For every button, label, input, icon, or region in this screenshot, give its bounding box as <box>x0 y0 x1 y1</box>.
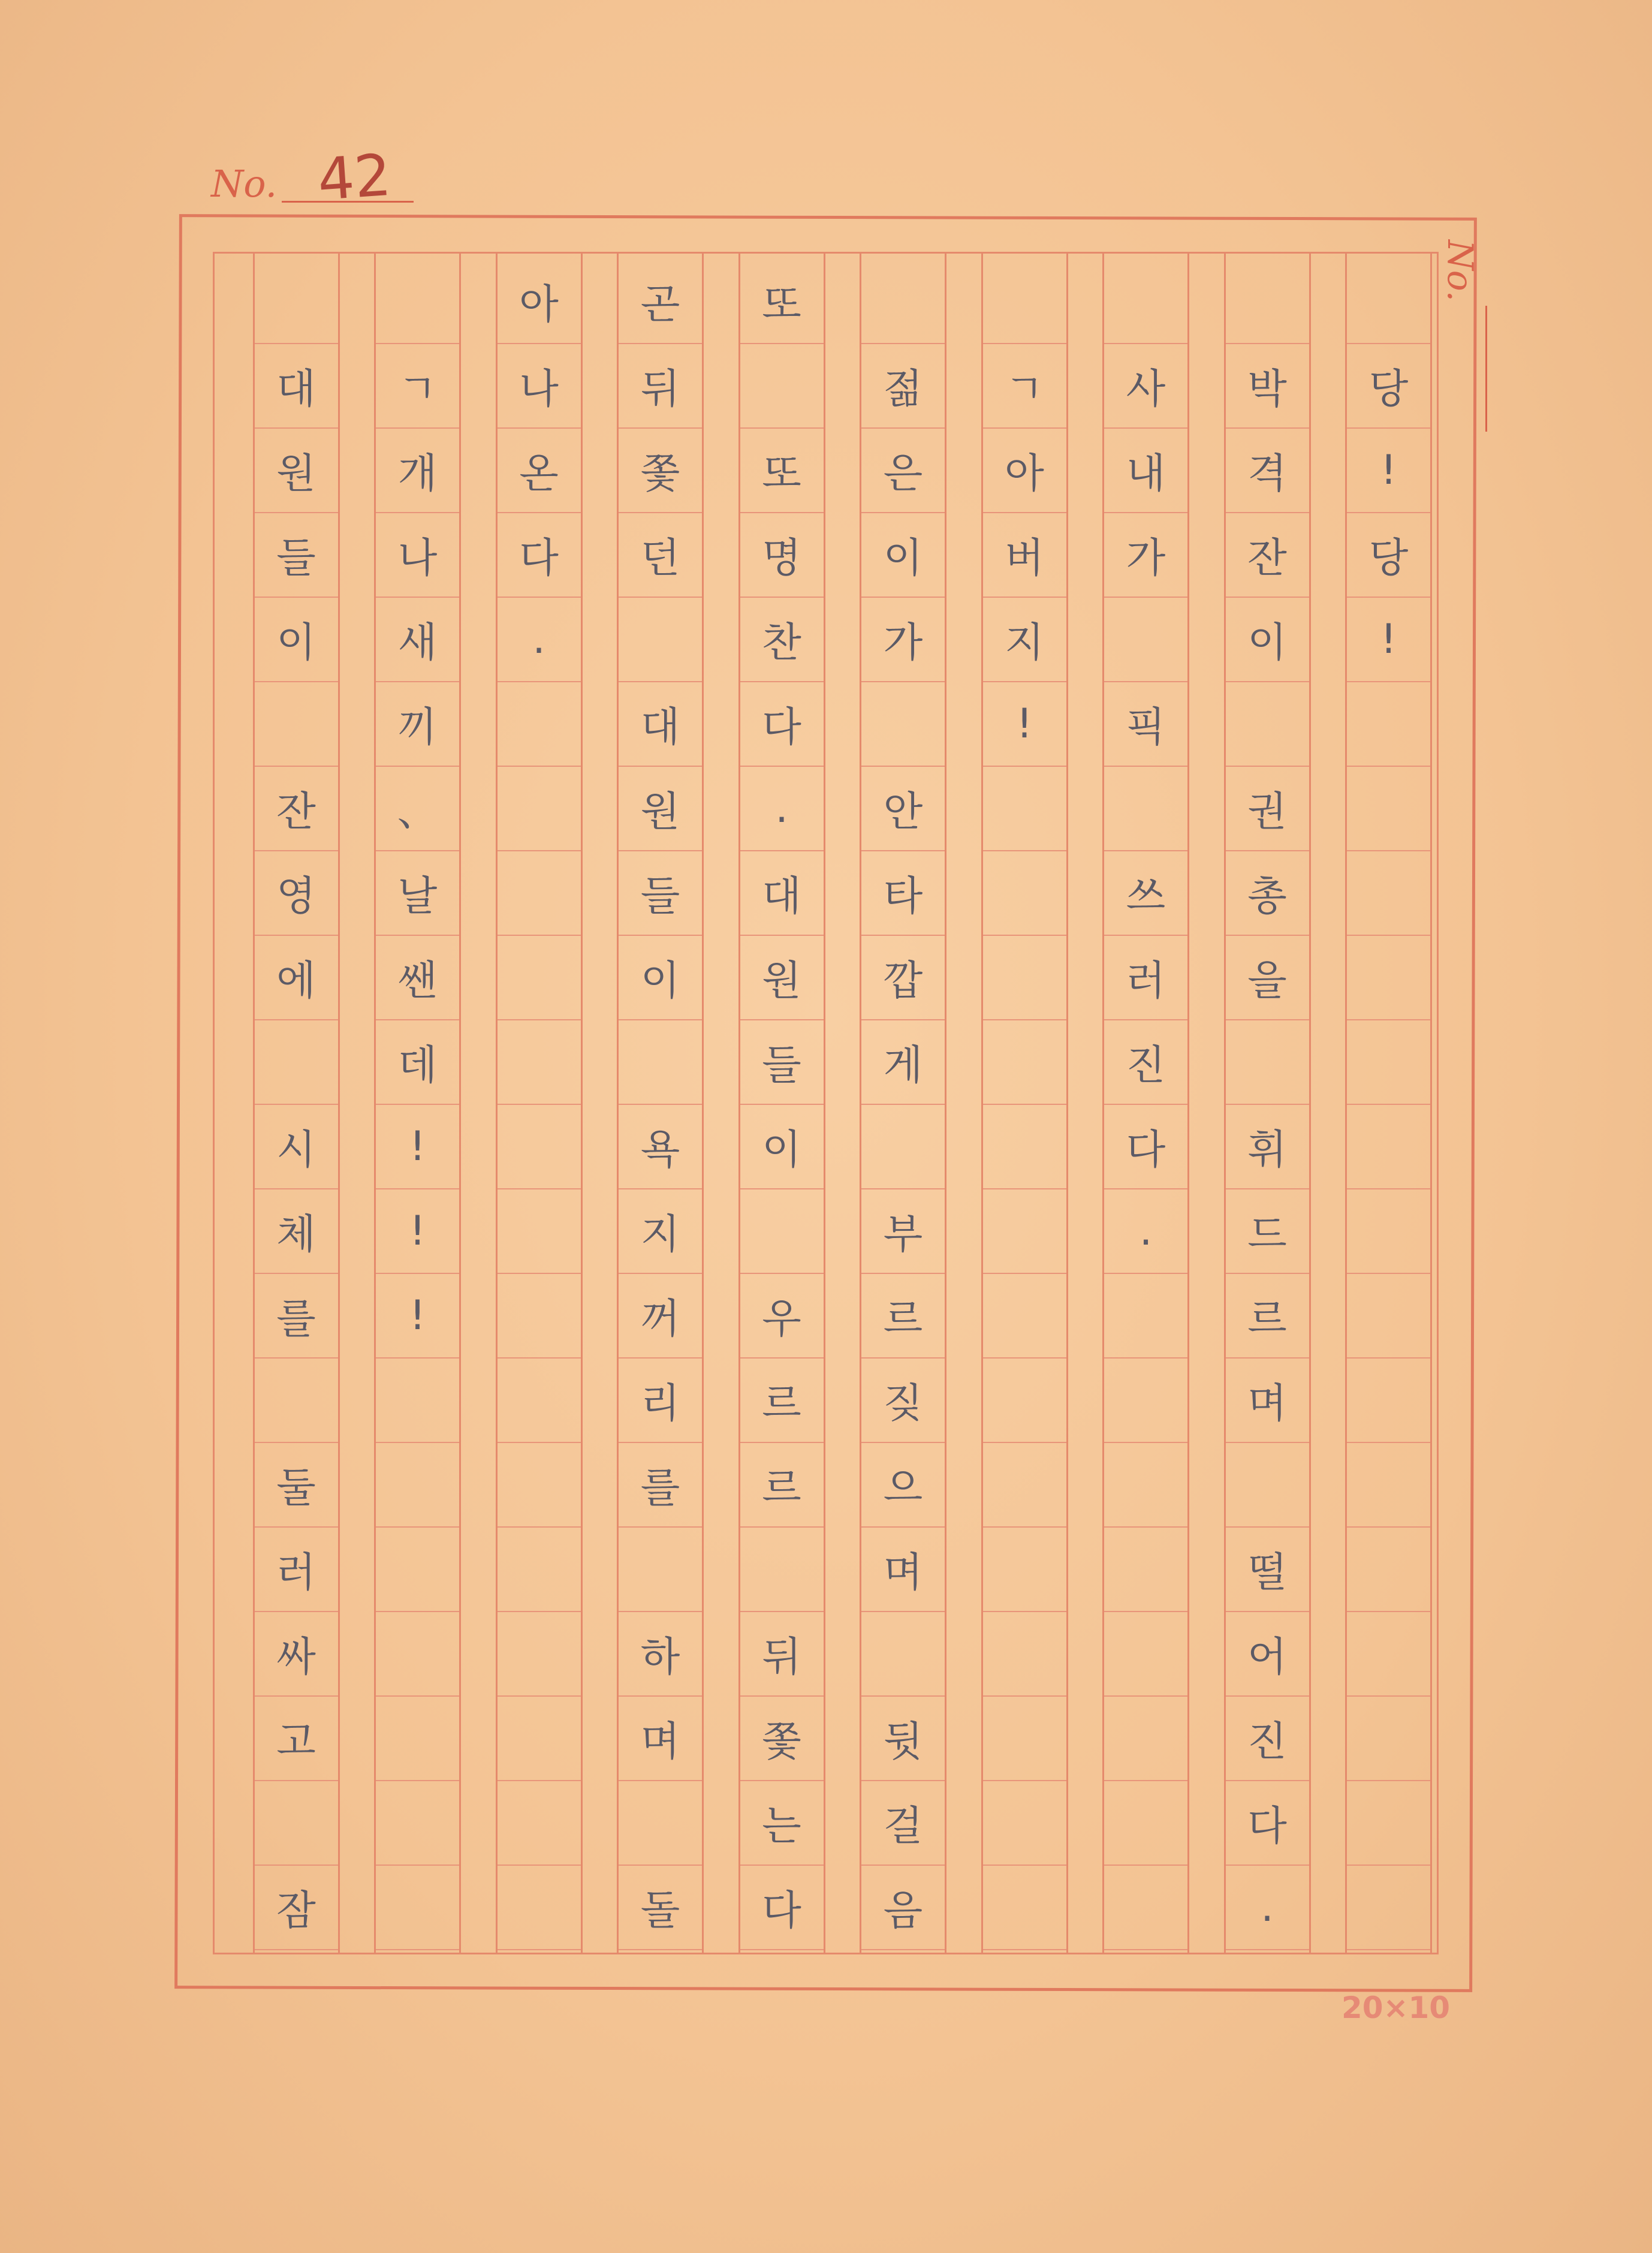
manuscript-cell <box>1347 1781 1430 1866</box>
manuscript-cell <box>498 1359 581 1443</box>
manuscript-cell: 명 <box>740 513 824 598</box>
manuscript-cell <box>1347 936 1430 1020</box>
manuscript-cell: 、 <box>376 767 459 851</box>
manuscript-cell <box>1347 1697 1430 1781</box>
manuscript-cell: 또 <box>740 429 824 513</box>
manuscript-cell: 사 <box>1104 344 1187 429</box>
manuscript-cell <box>1347 682 1430 767</box>
manuscript-cell: 당 <box>1347 513 1430 598</box>
manuscript-cell <box>498 1274 581 1359</box>
manuscript-cell: 아 <box>498 260 581 344</box>
manuscript-cell: 잠 <box>255 1866 338 1950</box>
manuscript-cell <box>1347 1612 1430 1697</box>
manuscript-cell: 대 <box>255 344 338 429</box>
manuscript-cell <box>983 1528 1066 1612</box>
manuscript-column <box>1224 254 1311 1953</box>
manuscript-cell: 쌘 <box>376 936 459 1020</box>
manuscript-cell <box>1104 1443 1187 1528</box>
manuscript-cell <box>1347 1866 1430 1950</box>
manuscript-cell: 이 <box>740 1105 824 1189</box>
manuscript-cell: 들 <box>255 513 338 598</box>
manuscript-cell: 는 <box>740 1781 824 1866</box>
manuscript-cell <box>376 1612 459 1697</box>
manuscript-cell <box>376 1781 459 1866</box>
manuscript-cell: 가 <box>1104 513 1187 598</box>
manuscript-cell: ! <box>983 682 1066 767</box>
manuscript-cell: 시 <box>255 1105 338 1189</box>
manuscript-cell <box>1104 1781 1187 1866</box>
manuscript-cell: 하 <box>619 1612 702 1697</box>
manuscript-cell: 르 <box>740 1443 824 1528</box>
manuscript-cell <box>983 1866 1066 1950</box>
manuscript-cell: 던 <box>619 513 702 598</box>
manuscript-cell <box>255 682 338 767</box>
manuscript-cell: 이 <box>619 936 702 1020</box>
manuscript-cell: 깝 <box>861 936 945 1020</box>
manuscript-cell: ㄱ <box>983 344 1066 429</box>
manuscript-cell <box>1347 1274 1430 1359</box>
manuscript-cell <box>498 1443 581 1528</box>
manuscript-cell: 지 <box>619 1189 702 1274</box>
manuscript-cell: 곤 <box>619 260 702 344</box>
manuscript-cell: ! <box>376 1189 459 1274</box>
manuscript-cell: 뒤 <box>619 344 702 429</box>
manuscript-column <box>981 254 1068 1953</box>
manuscript-cell <box>983 260 1066 344</box>
manuscript-cell <box>376 1866 459 1950</box>
manuscript-cell: 걸 <box>861 1781 945 1866</box>
manuscript-cell <box>376 1697 459 1781</box>
manuscript-cell: 나 <box>376 513 459 598</box>
manuscript-cell <box>983 1697 1066 1781</box>
page-number-value: 42 <box>315 141 393 214</box>
manuscript-cell <box>498 1612 581 1697</box>
manuscript-cell <box>1226 260 1309 344</box>
manuscript-cell: 진 <box>1226 1697 1309 1781</box>
manuscript-cell <box>376 1359 459 1443</box>
manuscript-cell: 끼 <box>376 682 459 767</box>
manuscript-cell: 대 <box>740 851 824 936</box>
manuscript-cell <box>740 344 824 429</box>
manuscript-cell: 러 <box>1104 936 1187 1020</box>
manuscript-grid <box>213 252 1439 1954</box>
manuscript-cell: 원 <box>740 936 824 1020</box>
manuscript-cell: 싸 <box>255 1612 338 1697</box>
manuscript-cell <box>983 767 1066 851</box>
manuscript-cell <box>1347 851 1430 936</box>
manuscript-cell: 체 <box>255 1189 338 1274</box>
manuscript-cell: 돌 <box>619 1866 702 1950</box>
manuscript-cell: 르 <box>861 1274 945 1359</box>
manuscript-cell: 떨 <box>1226 1528 1309 1612</box>
manuscript-cell: 다 <box>498 513 581 598</box>
manuscript-cell <box>1347 1189 1430 1274</box>
manuscript-cell <box>1104 1359 1187 1443</box>
manuscript-cell: 들 <box>619 851 702 936</box>
manuscript-cell: 젊 <box>861 344 945 429</box>
manuscript-cell <box>1104 1528 1187 1612</box>
manuscript-cell: . <box>740 767 824 851</box>
manuscript-cell: 르 <box>1226 1274 1309 1359</box>
manuscript-cell: 총 <box>1226 851 1309 936</box>
manuscript-cell <box>619 1781 702 1866</box>
manuscript-cell <box>983 1105 1066 1189</box>
manuscript-cell: 데 <box>376 1020 459 1105</box>
manuscript-cell: 대 <box>619 682 702 767</box>
manuscript-cell <box>619 1528 702 1612</box>
manuscript-cell: 며 <box>1226 1359 1309 1443</box>
manuscript-cell: . <box>1226 1866 1309 1950</box>
manuscript-cell: 안 <box>861 767 945 851</box>
manuscript-cell: 온 <box>498 429 581 513</box>
manuscript-cell: 찬 <box>740 598 824 682</box>
manuscript-cell <box>498 1528 581 1612</box>
manuscript-cell <box>1104 1697 1187 1781</box>
manuscript-cell: 어 <box>1226 1612 1309 1697</box>
manuscript-column <box>496 254 583 1953</box>
manuscript-cell <box>740 1528 824 1612</box>
manuscript-cell: 당 <box>1347 344 1430 429</box>
manuscript-column <box>617 254 704 1953</box>
manuscript-cell: 진 <box>1104 1020 1187 1105</box>
manuscript-cell <box>983 1189 1066 1274</box>
manuscript-cell: ! <box>1347 429 1430 513</box>
manuscript-cell: 잔 <box>1226 513 1309 598</box>
manuscript-cell: 다 <box>1226 1781 1309 1866</box>
manuscript-cell: 지 <box>983 598 1066 682</box>
manuscript-cell <box>619 598 702 682</box>
side-number-label: No. <box>1440 240 1481 302</box>
manuscript-cell <box>861 1105 945 1189</box>
manuscript-cell: 아 <box>983 429 1066 513</box>
manuscript-cell <box>498 767 581 851</box>
manuscript-cell: 다 <box>1104 1105 1187 1189</box>
manuscript-cell: ㄱ <box>376 344 459 429</box>
manuscript-cell <box>498 682 581 767</box>
manuscript-cell <box>1347 1528 1430 1612</box>
manuscript-cell: 드 <box>1226 1189 1309 1274</box>
manuscript-cell <box>498 1697 581 1781</box>
manuscript-cell <box>1104 1612 1187 1697</box>
manuscript-cell: 원 <box>255 429 338 513</box>
manuscript-cell: 또 <box>740 260 824 344</box>
manuscript-cell: 잔 <box>255 767 338 851</box>
manuscript-cell: 에 <box>255 936 338 1020</box>
manuscript-cell <box>1226 1020 1309 1105</box>
manuscript-cell <box>1347 1359 1430 1443</box>
manuscript-cell: 게 <box>861 1020 945 1105</box>
manuscript-cell: 나 <box>498 344 581 429</box>
manuscript-cell <box>255 1359 338 1443</box>
manuscript-cell: 내 <box>1104 429 1187 513</box>
manuscript-cell <box>376 1443 459 1528</box>
manuscript-column <box>253 254 340 1953</box>
manuscript-cell: 꺼 <box>619 1274 702 1359</box>
manuscript-cell: 개 <box>376 429 459 513</box>
manuscript-cell <box>1104 1274 1187 1359</box>
manuscript-cell: 박 <box>1226 344 1309 429</box>
manuscript-cell <box>983 1020 1066 1105</box>
manuscript-cell <box>861 682 945 767</box>
manuscript-cell <box>255 1781 338 1866</box>
manuscript-cell <box>983 1443 1066 1528</box>
manuscript-cell: 둘 <box>255 1443 338 1528</box>
manuscript-cell: 새 <box>376 598 459 682</box>
manuscript-column <box>738 254 825 1953</box>
manuscript-cell: 쫓 <box>619 429 702 513</box>
manuscript-cell <box>376 1528 459 1612</box>
grid-size-label: 20×10 <box>1342 1990 1451 2025</box>
manuscript-cell <box>1104 598 1187 682</box>
manuscript-cell: ! <box>376 1274 459 1359</box>
manuscript-cell <box>619 1020 702 1105</box>
manuscript-cell <box>498 936 581 1020</box>
manuscript-cell <box>498 1781 581 1866</box>
manuscript-cell <box>376 260 459 344</box>
manuscript-cell: 날 <box>376 851 459 936</box>
manuscript-cell: 며 <box>861 1528 945 1612</box>
manuscript-cell: . <box>498 598 581 682</box>
manuscript-cell <box>983 1612 1066 1697</box>
manuscript-column <box>374 254 461 1953</box>
manuscript-cell <box>255 1020 338 1105</box>
manuscript-cell <box>861 1612 945 1697</box>
manuscript-cell: 으 <box>861 1443 945 1528</box>
manuscript-cell: 원 <box>619 767 702 851</box>
manuscript-cell <box>983 1274 1066 1359</box>
manuscript-cell: ! <box>376 1105 459 1189</box>
manuscript-cell: 르 <box>740 1359 824 1443</box>
manuscript-cell: 쓰 <box>1104 851 1187 936</box>
manuscript-cell <box>861 260 945 344</box>
manuscript-cell: 쫓 <box>740 1697 824 1781</box>
manuscript-cell: 을 <box>1226 936 1309 1020</box>
manuscript-column <box>860 254 946 1953</box>
manuscript-cell <box>498 1105 581 1189</box>
manuscript-cell: 영 <box>255 851 338 936</box>
manuscript-cell: ! <box>1347 598 1430 682</box>
manuscript-cell: 며 <box>619 1697 702 1781</box>
page-number-label: No. <box>211 162 278 206</box>
manuscript-cell: 들 <box>740 1020 824 1105</box>
manuscript-column <box>1345 254 1432 1953</box>
manuscript-cell: 픽 <box>1104 682 1187 767</box>
manuscript-cell: 격 <box>1226 429 1309 513</box>
manuscript-cell: 다 <box>740 1866 824 1950</box>
manuscript-cell <box>498 851 581 936</box>
manuscript-cell: 권 <box>1226 767 1309 851</box>
manuscript-cell <box>498 1020 581 1105</box>
side-number-underline <box>1485 306 1487 432</box>
manuscript-cell: 를 <box>255 1274 338 1359</box>
manuscript-cell: 이 <box>861 513 945 598</box>
manuscript-cell: 뒤 <box>740 1612 824 1697</box>
manuscript-column <box>1102 254 1189 1953</box>
manuscript-cell <box>983 936 1066 1020</box>
manuscript-cell: 러 <box>255 1528 338 1612</box>
manuscript-cell <box>740 1189 824 1274</box>
manuscript-cell: 다 <box>740 682 824 767</box>
manuscript-cell: . <box>1104 1189 1187 1274</box>
manuscript-cell <box>1226 1443 1309 1528</box>
manuscript-cell: 이 <box>255 598 338 682</box>
manuscript-cell <box>1226 682 1309 767</box>
manuscript-cell <box>1104 1866 1187 1950</box>
manuscript-cell <box>983 851 1066 936</box>
manuscript-cell: 짖 <box>861 1359 945 1443</box>
manuscript-cell <box>1347 767 1430 851</box>
manuscript-cell: 가 <box>861 598 945 682</box>
manuscript-cell <box>983 1359 1066 1443</box>
manuscript-cell: 리 <box>619 1359 702 1443</box>
manuscript-cell: 고 <box>255 1697 338 1781</box>
manuscript-cell: 휘 <box>1226 1105 1309 1189</box>
manuscript-cell <box>498 1189 581 1274</box>
manuscript-cell: 를 <box>619 1443 702 1528</box>
manuscript-cell: 음 <box>861 1866 945 1950</box>
manuscript-cell: 부 <box>861 1189 945 1274</box>
manuscript-cell <box>1104 767 1187 851</box>
manuscript-cell <box>1347 1020 1430 1105</box>
manuscript-cell: 타 <box>861 851 945 936</box>
manuscript-cell <box>1347 260 1430 344</box>
manuscript-cell <box>498 1866 581 1950</box>
manuscript-cell <box>1104 260 1187 344</box>
manuscript-cell: 버 <box>983 513 1066 598</box>
manuscript-cell: 욕 <box>619 1105 702 1189</box>
manuscript-cell: 뒷 <box>861 1697 945 1781</box>
manuscript-cell: 은 <box>861 429 945 513</box>
manuscript-cell <box>983 1781 1066 1866</box>
manuscript-cell <box>255 260 338 344</box>
manuscript-cell <box>1347 1443 1430 1528</box>
manuscript-cell: 이 <box>1226 598 1309 682</box>
manuscript-cell <box>1347 1105 1430 1189</box>
manuscript-cell: 우 <box>740 1274 824 1359</box>
